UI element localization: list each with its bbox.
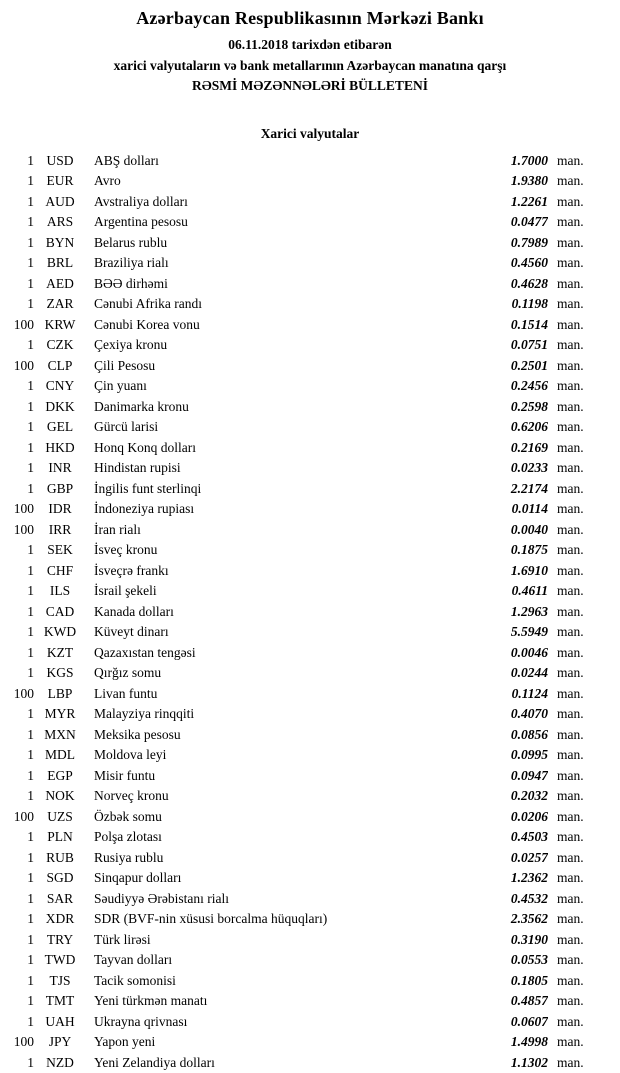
effective-date-line: 06.11.2018 tarixdən etibarən	[228, 37, 392, 52]
currency-name: Yapon yeni	[94, 1034, 156, 1049]
currency-unit: man.	[557, 1034, 584, 1049]
currency-row	[6, 212, 590, 233]
currency-name: BƏƏ dirhəmi	[94, 275, 168, 291]
currency-quantity: 1	[27, 255, 34, 270]
currency-code: CNY	[45, 378, 75, 393]
currency-code: TJS	[49, 972, 71, 988]
currency-quantity: 1	[27, 460, 34, 475]
currency-code: GBP	[46, 480, 74, 496]
currency-unit: man.	[557, 234, 584, 250]
currency-unit: man.	[557, 337, 584, 352]
currency-code: NZD	[46, 1054, 74, 1070]
currency-rate: 0.0257	[510, 849, 548, 865]
currency-name: Argentina pesosu	[94, 214, 188, 229]
currency-quantity: 1	[27, 972, 34, 988]
currency-quantity: 1	[27, 583, 34, 598]
currency-rate: 0.0995	[510, 747, 548, 762]
currency-row	[6, 253, 590, 274]
currency-name: SDR (BVF-nin xüsusi borcalma hüquqları)	[94, 911, 328, 926]
currency-rate: 1.9380	[510, 173, 548, 188]
currency-code: LBP	[47, 685, 73, 701]
currency-code: NOK	[45, 788, 75, 803]
currency-unit: man.	[557, 624, 584, 639]
currency-rate: 0.2598	[510, 398, 548, 414]
currency-row	[6, 889, 590, 910]
currency-row	[6, 930, 590, 951]
currency-rate: 0.1198	[511, 296, 548, 311]
currency-quantity: 1	[27, 624, 34, 639]
currency-rate: 0.6206	[510, 419, 548, 434]
currency-code: KRW	[44, 316, 76, 332]
currency-name: Avro	[94, 173, 121, 188]
currency-rate: 0.1805	[510, 972, 548, 988]
currency-rate: 1.2261	[510, 193, 548, 209]
currency-row	[6, 704, 590, 725]
currency-row	[6, 991, 590, 1012]
currency-code: BYN	[45, 234, 75, 250]
currency-name: Qırğız somu	[94, 665, 162, 680]
currency-rate: 0.0233	[510, 460, 548, 475]
currency-row	[6, 1053, 590, 1073]
currency-code: TWD	[44, 952, 76, 967]
currency-row	[6, 540, 590, 561]
currency-row	[6, 950, 590, 971]
currency-quantity: 100	[13, 316, 34, 332]
currency-unit: man.	[557, 152, 584, 168]
currency-code: CZK	[46, 337, 74, 352]
currency-unit: man.	[557, 788, 584, 803]
currency-row	[6, 315, 590, 336]
currency-code: CLP	[47, 357, 73, 373]
currency-rate: 5.5949	[510, 624, 548, 639]
currency-rate: 0.2456	[510, 378, 548, 393]
currency-rate: 0.1514	[510, 316, 548, 332]
currency-code: MYR	[44, 706, 76, 721]
currency-rate: 0.4560	[510, 255, 548, 270]
currency-code: BRL	[46, 255, 74, 270]
currency-name: Qazaxıstan tengəsi	[94, 644, 196, 660]
currency-row	[6, 807, 590, 828]
currency-quantity: 1	[27, 1013, 34, 1029]
currency-row	[6, 458, 590, 479]
currency-row	[6, 663, 590, 684]
currency-unit: man.	[557, 275, 584, 291]
currency-code: SAR	[46, 890, 74, 906]
subtitle-line: xarici valyutaların və bank metallarının Azərbaycan manatına qarşı	[113, 57, 507, 73]
currency-name: Meksika pesosu	[94, 726, 181, 742]
currency-rate: 0.4857	[510, 993, 548, 1008]
currency-name: Sinqapur dolları	[94, 870, 182, 885]
currency-row	[6, 684, 590, 705]
currency-name: Braziliya rialı	[94, 255, 169, 270]
currency-rate: 0.0607	[510, 1013, 548, 1029]
currency-unit: man.	[557, 665, 584, 680]
currency-quantity: 1	[27, 706, 34, 721]
currency-rate: 0.0046	[510, 644, 548, 660]
currency-code: CAD	[45, 603, 75, 619]
currency-unit: man.	[557, 255, 584, 270]
currency-unit: man.	[557, 890, 584, 906]
currency-quantity: 1	[27, 870, 34, 885]
currency-quantity: 1	[27, 173, 34, 188]
currency-row	[6, 1032, 590, 1053]
currency-row	[6, 909, 590, 930]
currency-name: Cənubi Korea vonu	[94, 316, 200, 332]
currency-quantity: 1	[27, 849, 34, 865]
section-title-foreign-currencies: Xarici valyutalar	[260, 125, 360, 141]
currency-code: USD	[46, 152, 74, 168]
currency-quantity: 1	[27, 788, 34, 803]
currency-code: INR	[48, 460, 72, 475]
currency-unit: man.	[557, 562, 584, 578]
currency-row	[6, 397, 590, 418]
currency-quantity: 1	[27, 644, 34, 660]
currency-unit: man.	[557, 439, 584, 455]
currency-rate: 1.6910	[510, 562, 548, 578]
currency-quantity: 1	[27, 296, 34, 311]
currency-quantity: 1	[27, 952, 34, 967]
currency-code: KZT	[46, 644, 74, 660]
currency-row	[6, 561, 590, 582]
currency-rate: 0.2032	[510, 788, 548, 803]
currency-quantity: 1	[27, 234, 34, 250]
currency-quantity: 1	[27, 829, 34, 844]
currency-rate: 0.0751	[510, 337, 548, 352]
currency-quantity: 1	[27, 439, 34, 455]
currency-name: Moldova leyi	[94, 747, 167, 762]
currency-unit: man.	[557, 1054, 584, 1070]
currency-code: TMT	[45, 993, 75, 1008]
currency-rate: 0.2169	[510, 439, 548, 455]
currency-row	[6, 171, 590, 192]
currency-code: TRY	[46, 931, 74, 947]
currency-unit: man.	[557, 501, 584, 516]
currency-code: JPY	[48, 1034, 72, 1049]
currency-rates-table	[0, 151, 620, 1073]
currency-row	[6, 274, 590, 295]
currency-quantity: 1	[27, 890, 34, 906]
currency-code: KGS	[46, 665, 74, 680]
currency-code: IRR	[48, 521, 72, 537]
currency-quantity: 100	[13, 357, 34, 373]
currency-row	[6, 725, 590, 746]
currency-rate: 0.0206	[510, 808, 548, 824]
currency-rate: 0.2501	[510, 357, 548, 373]
currency-code: HKD	[45, 439, 75, 455]
currency-unit: man.	[557, 603, 584, 619]
currency-name: Çili Pesosu	[94, 357, 156, 373]
currency-quantity: 1	[27, 747, 34, 762]
currency-name: Polşa zlotası	[94, 829, 162, 844]
currency-name: Livan funtu	[94, 685, 158, 701]
currency-row	[6, 827, 590, 848]
currency-unit: man.	[557, 849, 584, 865]
currency-unit: man.	[557, 747, 584, 762]
currency-row	[6, 438, 590, 459]
currency-name: İsveçrə frankı	[94, 562, 169, 578]
currency-name: Ukrayna qrivnası	[94, 1013, 188, 1029]
currency-unit: man.	[557, 357, 584, 373]
currency-rate: 0.4628	[510, 275, 548, 291]
currency-unit: man.	[557, 644, 584, 660]
currency-name: Kanada dolları	[94, 603, 174, 619]
currency-code: XDR	[45, 911, 75, 926]
currency-rate: 0.0040	[510, 521, 548, 537]
currency-unit: man.	[557, 316, 584, 332]
currency-row	[6, 479, 590, 500]
currency-rate: 0.0114	[511, 501, 548, 516]
currency-row	[6, 602, 590, 623]
currency-row	[6, 499, 590, 520]
currency-quantity: 100	[13, 685, 34, 701]
currency-code: CHF	[46, 562, 74, 578]
currency-rate: 0.4503	[510, 829, 548, 844]
currency-quantity: 1	[27, 665, 34, 680]
bulletin-header	[0, 0, 620, 97]
currency-quantity: 1	[27, 1054, 34, 1070]
currency-unit: man.	[557, 911, 584, 926]
currency-name: Norveç kronu	[94, 788, 169, 803]
currency-quantity: 1	[27, 993, 34, 1008]
currency-name: Honq Konq dolları	[94, 439, 196, 455]
currency-quantity: 100	[13, 808, 34, 824]
currency-name: ABŞ dolları	[94, 152, 159, 168]
currency-unit: man.	[557, 829, 584, 844]
currency-name: İngilis funt sterlinqi	[94, 480, 202, 496]
currency-unit: man.	[557, 993, 584, 1008]
currency-quantity: 1	[27, 378, 34, 393]
currency-rate: 0.0947	[510, 767, 548, 783]
currency-row	[6, 1012, 590, 1033]
currency-row	[6, 745, 590, 766]
currency-unit: man.	[557, 419, 584, 434]
currency-rate: 0.4532	[510, 890, 548, 906]
currency-quantity: 1	[27, 419, 34, 434]
currency-unit: man.	[557, 931, 584, 947]
currency-name: Cənubi Afrika randı	[94, 296, 202, 311]
currency-name: Çexiya kronu	[94, 337, 168, 352]
currency-code: ILS	[49, 583, 71, 598]
currency-rate: 1.4998	[510, 1034, 548, 1049]
currency-code: AED	[46, 275, 74, 291]
currency-name: Gürcü larisi	[94, 419, 159, 434]
currency-unit: man.	[557, 173, 584, 188]
currency-quantity: 1	[27, 726, 34, 742]
currency-code: KWD	[43, 624, 77, 639]
currency-name: Malayziya rinqqiti	[94, 706, 195, 721]
currency-code: SEK	[47, 542, 73, 557]
currency-code: UZS	[47, 808, 73, 824]
currency-row	[6, 848, 590, 869]
currency-code: EGP	[47, 767, 73, 783]
currency-rate: 0.0244	[510, 665, 548, 680]
currency-rate: 0.1124	[511, 685, 548, 701]
currency-code: UAH	[45, 1013, 75, 1029]
currency-name: Yeni türkmən manatı	[94, 993, 208, 1008]
currency-quantity: 1	[27, 562, 34, 578]
currency-row	[6, 622, 590, 643]
currency-quantity: 100	[13, 1034, 34, 1049]
bank-title: Azərbaycan Respublikasının Mərkəzi Bankı	[136, 8, 484, 28]
currency-quantity: 1	[27, 767, 34, 783]
currency-unit: man.	[557, 378, 584, 393]
currency-code: PLN	[47, 829, 73, 844]
currency-rate: 1.2362	[510, 870, 548, 885]
currency-row	[6, 766, 590, 787]
currency-name: Belarus rublu	[94, 234, 168, 250]
currency-code: AUD	[45, 193, 75, 209]
currency-row	[6, 376, 590, 397]
currency-rate: 1.1302	[510, 1054, 548, 1070]
currency-name: Hindistan rupisi	[94, 460, 181, 475]
currency-quantity: 1	[27, 337, 34, 352]
currency-name: Türk lirəsi	[94, 931, 151, 947]
currency-name: Avstraliya dolları	[94, 193, 188, 209]
currency-unit: man.	[557, 521, 584, 537]
currency-quantity: 1	[27, 480, 34, 496]
currency-unit: man.	[557, 398, 584, 414]
currency-name: Yeni Zelandiya dolları	[94, 1054, 215, 1070]
currency-unit: man.	[557, 726, 584, 742]
bulletin-title: RƏSMİ MƏZƏNNƏLƏRİ BÜLLETENİ	[192, 78, 428, 93]
currency-name: Danimarka kronu	[94, 398, 189, 414]
currency-code: RUB	[46, 849, 74, 865]
currency-row	[6, 192, 590, 213]
currency-unit: man.	[557, 480, 584, 496]
currency-code: MXN	[44, 726, 76, 742]
currency-name: Səudiyyə Ərəbistanı rialı	[94, 890, 229, 906]
currency-quantity: 1	[27, 152, 34, 168]
currency-unit: man.	[557, 1013, 584, 1029]
currency-code: IDR	[48, 501, 72, 516]
currency-unit: man.	[557, 972, 584, 988]
currency-code: EUR	[46, 173, 74, 188]
currency-code: ZAR	[46, 296, 74, 311]
currency-unit: man.	[557, 767, 584, 783]
currency-unit: man.	[557, 214, 584, 229]
currency-unit: man.	[557, 808, 584, 824]
currency-quantity: 1	[27, 398, 34, 414]
currency-quantity: 1	[27, 603, 34, 619]
currency-rate: 2.3562	[510, 911, 548, 926]
currency-quantity: 1	[27, 214, 34, 229]
currency-rate: 0.1875	[510, 542, 548, 557]
currency-row	[6, 417, 590, 438]
currency-code: SGD	[46, 870, 74, 885]
currency-quantity: 1	[27, 542, 34, 557]
currency-rate: 0.0856	[510, 726, 548, 742]
currency-name: İsrail şekeli	[94, 583, 157, 598]
currency-rate: 0.4070	[510, 706, 548, 721]
currency-row	[6, 294, 590, 315]
currency-code: GEL	[46, 419, 74, 434]
currency-unit: man.	[557, 542, 584, 557]
currency-row	[6, 520, 590, 541]
currency-name: Özbək somu	[94, 808, 162, 824]
currency-unit: man.	[557, 583, 584, 598]
currency-row	[6, 581, 590, 602]
currency-quantity: 1	[27, 275, 34, 291]
currency-row	[6, 356, 590, 377]
currency-code: ARS	[46, 214, 74, 229]
currency-quantity: 1	[27, 911, 34, 926]
currency-name: Tacik somonisi	[94, 972, 176, 988]
currency-rate: 0.0553	[510, 952, 548, 967]
currency-code: MDL	[45, 747, 75, 762]
currency-unit: man.	[557, 706, 584, 721]
currency-quantity: 1	[27, 931, 34, 947]
currency-name: İsveç kronu	[94, 542, 158, 557]
currency-row	[6, 868, 590, 889]
currency-row	[6, 233, 590, 254]
currency-name: Çin yuanı	[94, 378, 147, 393]
currency-row	[6, 971, 590, 992]
currency-name: Tayvan dolları	[94, 952, 173, 967]
currency-row	[6, 786, 590, 807]
currency-rate: 0.7989	[510, 234, 548, 250]
currency-unit: man.	[557, 460, 584, 475]
currency-rate: 1.7000	[510, 152, 548, 168]
currency-rate: 0.3190	[510, 931, 548, 947]
currency-rate: 0.4611	[511, 583, 548, 598]
currency-row	[6, 643, 590, 664]
currency-name: Misir funtu	[94, 767, 156, 783]
currency-unit: man.	[557, 952, 584, 967]
currency-quantity: 100	[13, 521, 34, 537]
currency-unit: man.	[557, 193, 584, 209]
currency-unit: man.	[557, 870, 584, 885]
currency-row	[6, 335, 590, 356]
currency-name: İran rialı	[94, 521, 141, 537]
currency-rate: 2.2174	[510, 480, 548, 496]
currency-rate: 1.2963	[510, 603, 548, 619]
currency-quantity: 1	[27, 193, 34, 209]
currency-row	[6, 151, 590, 172]
currency-name: Küveyt dinarı	[94, 624, 169, 639]
currency-unit: man.	[557, 685, 584, 701]
currency-rate: 0.0477	[510, 214, 548, 229]
currency-name: İndoneziya rupiası	[94, 501, 195, 516]
currency-name: Rusiya rublu	[94, 849, 164, 865]
currency-unit: man.	[557, 296, 584, 311]
currency-quantity: 100	[13, 501, 34, 516]
currency-code: DKK	[45, 398, 75, 414]
